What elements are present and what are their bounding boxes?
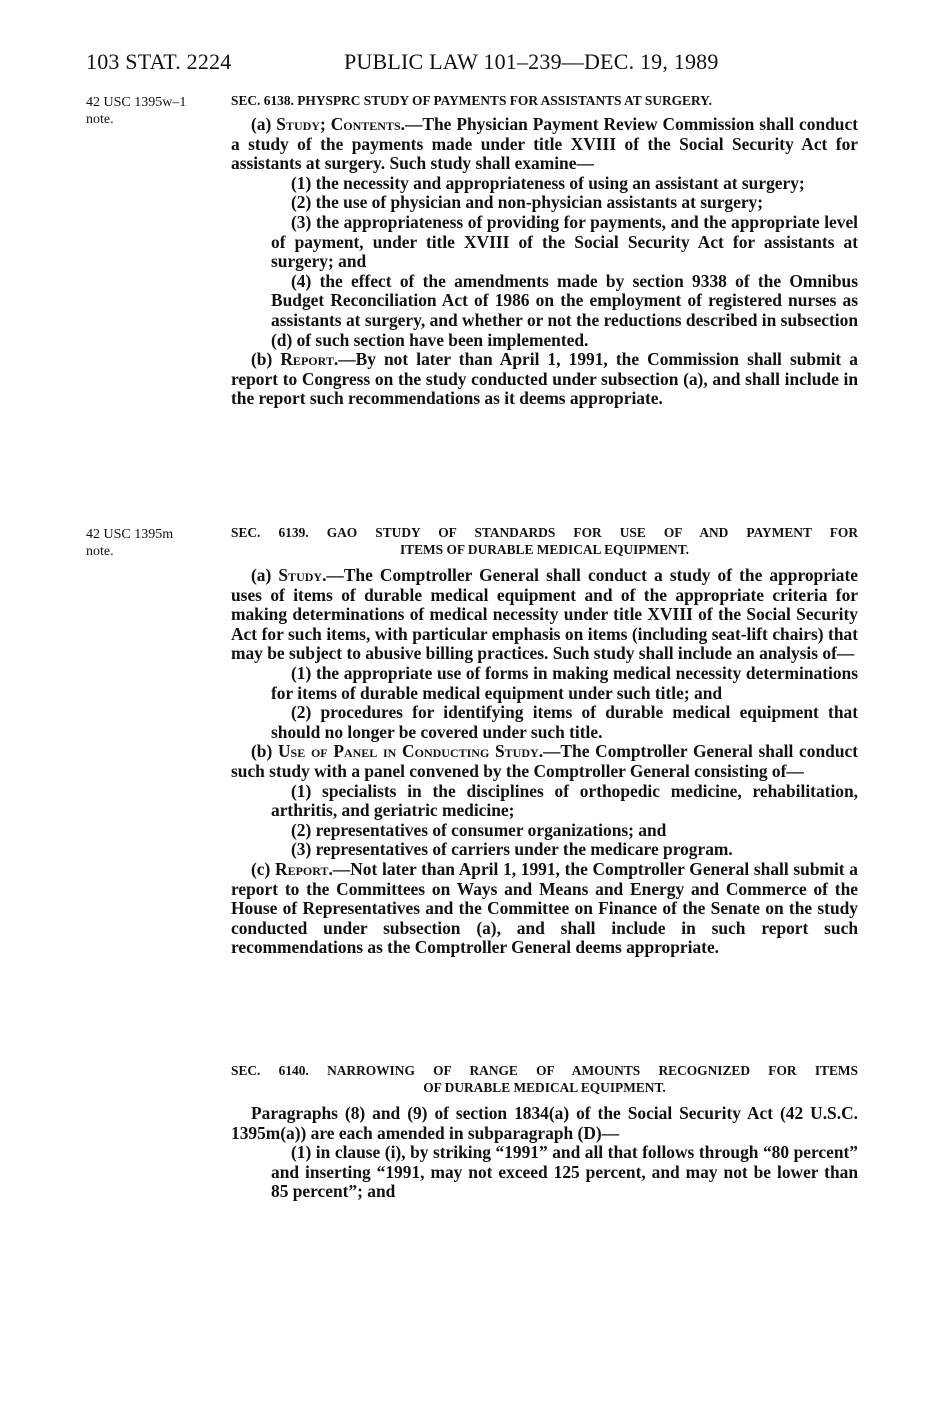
margin-note-line: note. [86,544,114,559]
section-heading-line: OF DURABLE MEDICAL EQUIPMENT. [423,1080,666,1095]
list-item: (3) representatives of carriers under the medicare program. [291,839,733,860]
subsection-caption: Report [275,858,329,879]
section-6139 [231,524,858,958]
subsection-label: (b) [251,741,278,762]
margin-note-6138 [86,94,226,128]
margin-note-6139 [86,526,226,560]
list-item: (1) specialists in the disciplines of orthopedic medicine, rehabilitation, arthritis, and geriatric medicine; [271,780,858,821]
section-heading [231,524,858,558]
list-item: (2) procedures for identifying items of durable medical equipment that should no longer be covered under such title. [271,702,858,742]
subsection-c [231,860,858,958]
list-item: (4) the effect of the amendments made by section 9338 of the Omnibus Budget Reconciliation Act of 1986 on the employment of registered nurses as assistants at surgery, and whether or not the reductions described in subsection (d) of such section have been implemented. [271,270,858,350]
subsection-b [231,350,858,409]
list-item: (1) in clause (i), by striking “1991” and all that follows through “80 percent” and inserting “1991, may not exceed 125 percent, and may not be lower than 85 percent”; and [271,1142,858,1202]
subsection-text: .—The Physician Payment Review Commission shall conduct a study of the payments made under title XVIII of the Social Security Act for assistants at surgery. Such study shall examine— [231,114,858,174]
subsection-a [231,566,858,664]
margin-note-line: 42 USC 1395m [86,527,174,542]
subsection-text: .—Not later than April 1, 1991, the Comptroller General shall submit a report to the Committees on Ways and Means and Energy and Commerce of the House of Representatives and the Committee on Finance of the Senate on the study conducted under subsection (a), and shall include in such report such recommendations as the Comptroller General deems appropriate. [231,858,858,958]
list-item: (1) the appropriate use of forms in making medical necessity determinations for items of durable medical equipment under such title; and [271,662,858,703]
subsection-a [231,115,858,174]
margin-note-line: 42 USC 1395w–1 [86,95,187,110]
subsection-b [231,742,858,781]
section-heading [231,1062,858,1096]
stat-page-reference: 103 STAT. 2224 [86,49,232,74]
public-law-title: PUBLIC LAW 101–239—DEC. 19, 1989 [344,49,719,74]
section-heading-line: ITEMS OF DURABLE MEDICAL EQUIPMENT. [399,542,690,557]
section-6138 [231,92,858,409]
subsection-label: (b) [251,349,281,370]
subsection-caption: Study; Contents [276,114,401,134]
intro-paragraph: Paragraphs (8) and (9) of section 1834(a) of the Social Security Act (42 U.S.C. 1395m(a)) are each amended in subparagraph (D)— [231,1103,858,1143]
subsection-text: .—The Comptroller General shall conduct a study of the appropriate uses of items of durable medical equipment and of the appropriate criteria for making determinations of medical necessity under title XVIII of the Social Security Act for such items, with particular emphasis on items (including seat-lift chairs) that may be subject to abusive billing practices. Such study shall include an analysis of— [231,565,858,664]
subsection-label: (a) [251,114,277,134]
list-item: (2) representatives of consumer organizations; and [291,819,667,840]
list-item: (2) the use of physician and non-physician assistants at surgery; [291,192,764,213]
section-heading-line: SEC. 6139. GAO STUDY OF STANDARDS FOR USE OF AND PAYMENT FOR [231,525,858,540]
margin-note-line: note. [86,112,114,127]
list-item: (3) the appropriateness of providing for payments, and the appropriate level of payment, under title XVIII of the Social Security Act for assistants at surgery; and [271,211,858,272]
subsection-text: .—The Comptroller General shall conduct such study with a panel convened by the Comptroller General consisting of— [231,741,858,781]
section-heading-line: SEC. 6140. NARROWING OF RANGE OF AMOUNTS RECOGNIZED FOR ITEMS [231,1063,858,1078]
running-head [86,46,766,78]
subsection-caption: Report [280,349,334,370]
subsection-caption: Study [278,565,323,585]
subsection-caption: Use of Panel in Conducting Study [277,741,539,762]
subsection-label: (a) [251,565,279,585]
list-item: (1) the necessity and appropriateness of using an assistant at surgery; [291,172,805,193]
section-heading: SEC. 6138. PHYSPRC STUDY OF PAYMENTS FOR ASSISTANTS AT SURGERY. [231,93,712,108]
section-6140 [231,1062,858,1202]
subsection-label: (c) [251,858,276,879]
subsection-text: .—By not later than April 1, 1991, the Commission shall submit a report to Congress on the study conducted under subsection (a), and shall include in the report such recommendations as it deems appropriate. [231,349,858,409]
